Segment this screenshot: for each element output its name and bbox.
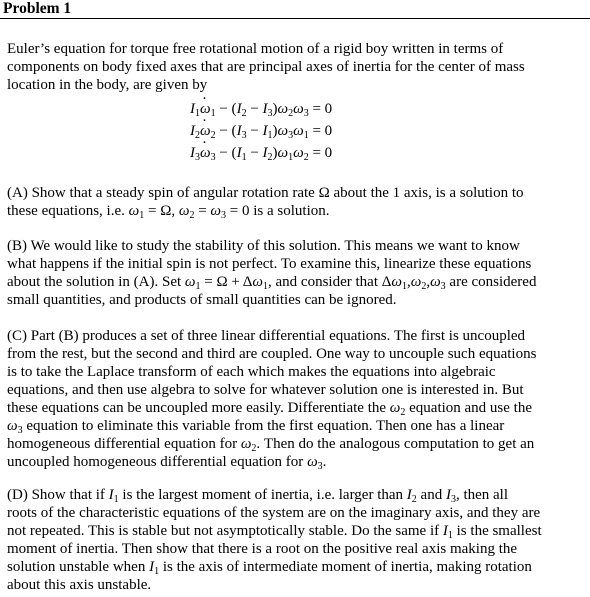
part-d-line-3: not repeated. This is stable but not asymptotically stable. Do the same if $I_1$ is the smallest	[7, 523, 542, 541]
intro-line-2: components on body fixed axes that are principal axes of inertia for the center of mass	[7, 59, 525, 75]
part-c-line-5: these equations can be uncoupled more easily. Differentiate the $\omega_2$ equation and use the	[7, 400, 533, 418]
euler-equations	[190, 98, 332, 164]
part-a-paragraph	[7, 184, 585, 220]
part-a-line-1: (A) Show that a steady spin of angular rotation rate Ω about the 1 axis, is a solution to	[7, 185, 524, 201]
part-d-line-2: roots of the characteristic equations of the system are on the imaginary axis, and they are	[7, 505, 541, 521]
part-c-line-7: homogeneous differential equation for $\omega_2$. Then do the analogous computation to get an	[7, 436, 535, 454]
intro-line-3: location in the body, are given by	[7, 77, 208, 93]
title-rule	[0, 18, 590, 19]
intro-paragraph	[7, 40, 585, 94]
part-b-paragraph	[7, 237, 585, 309]
part-b-line-4: small quantities, and products of small quantities can be ignored.	[7, 292, 397, 308]
part-a-line-2: these equations, i.e. $\omega_1 = \Omega$, $\omega_2 = \omega_3 = 0$ is a solution.	[7, 203, 330, 221]
part-d-line-6: about this axis unstable.	[7, 577, 152, 593]
part-c-line-4: equations, and then use algebra to solve for whatever solution one is interested in. But	[7, 382, 524, 398]
part-c-line-8: uncoupled homogeneous differential equation for $\omega_3$.	[7, 454, 327, 472]
part-b-line-2: what happens if the initial spin is not perfect. To examine this, linearize these equations	[7, 256, 532, 272]
problem-title: Problem 1	[3, 0, 72, 17]
equation-1: $I_1\cdot \omega_1 - (I_2 - I_3)\omega_2\omega_3 = 0$	[190, 98, 332, 120]
intro-line-1: Euler’s equation for torque free rotational motion of a rigid boy written in terms of	[7, 41, 504, 57]
part-d-line-4: moment of inertia. Then show that there is a root on the positive real axis making the	[7, 541, 518, 557]
part-c-paragraph	[7, 327, 585, 471]
part-c-line-3: is to take the Laplace transform of each which makes the equations into algebraic	[7, 364, 496, 380]
part-d-paragraph	[7, 486, 585, 594]
part-b-line-1: (B) We would like to study the stability of this solution. This means we want to know	[7, 238, 520, 254]
part-b-line-3: about the solution in (A). Set $\omega_1 = \Omega + \Delta\omega_1$, and consider that $\Delta\omega_1,\omega_2,\omega_3$ are considered	[7, 274, 537, 292]
equation-3: $I_3\cdot \omega_3 - (I_1 - I_2)\omega_1\omega_2 = 0$	[190, 142, 332, 164]
part-c-line-2: from the rest, but the second and third are coupled. One way to uncouple such equations	[7, 346, 537, 362]
part-c-line-1: (C) Part (B) produces a set of three linear differential equations. The first is uncoupled	[7, 328, 526, 344]
part-d-line-1: (D) Show that if $I_1$ is the largest moment of inertia, i.e. larger than $I_2$ and $I_3$, then all	[7, 487, 509, 505]
part-c-line-6: $\omega_3$ equation to eliminate this variable from the first equation. Then one has a linear	[7, 418, 505, 436]
part-d-line-5: solution unstable when $I_1$ is the axis of intermediate moment of inertia, making rotation	[7, 559, 532, 577]
equation-2: $I_2\cdot \omega_2 - (I_3 - I_1)\omega_3\omega_1 = 0$	[190, 120, 332, 142]
